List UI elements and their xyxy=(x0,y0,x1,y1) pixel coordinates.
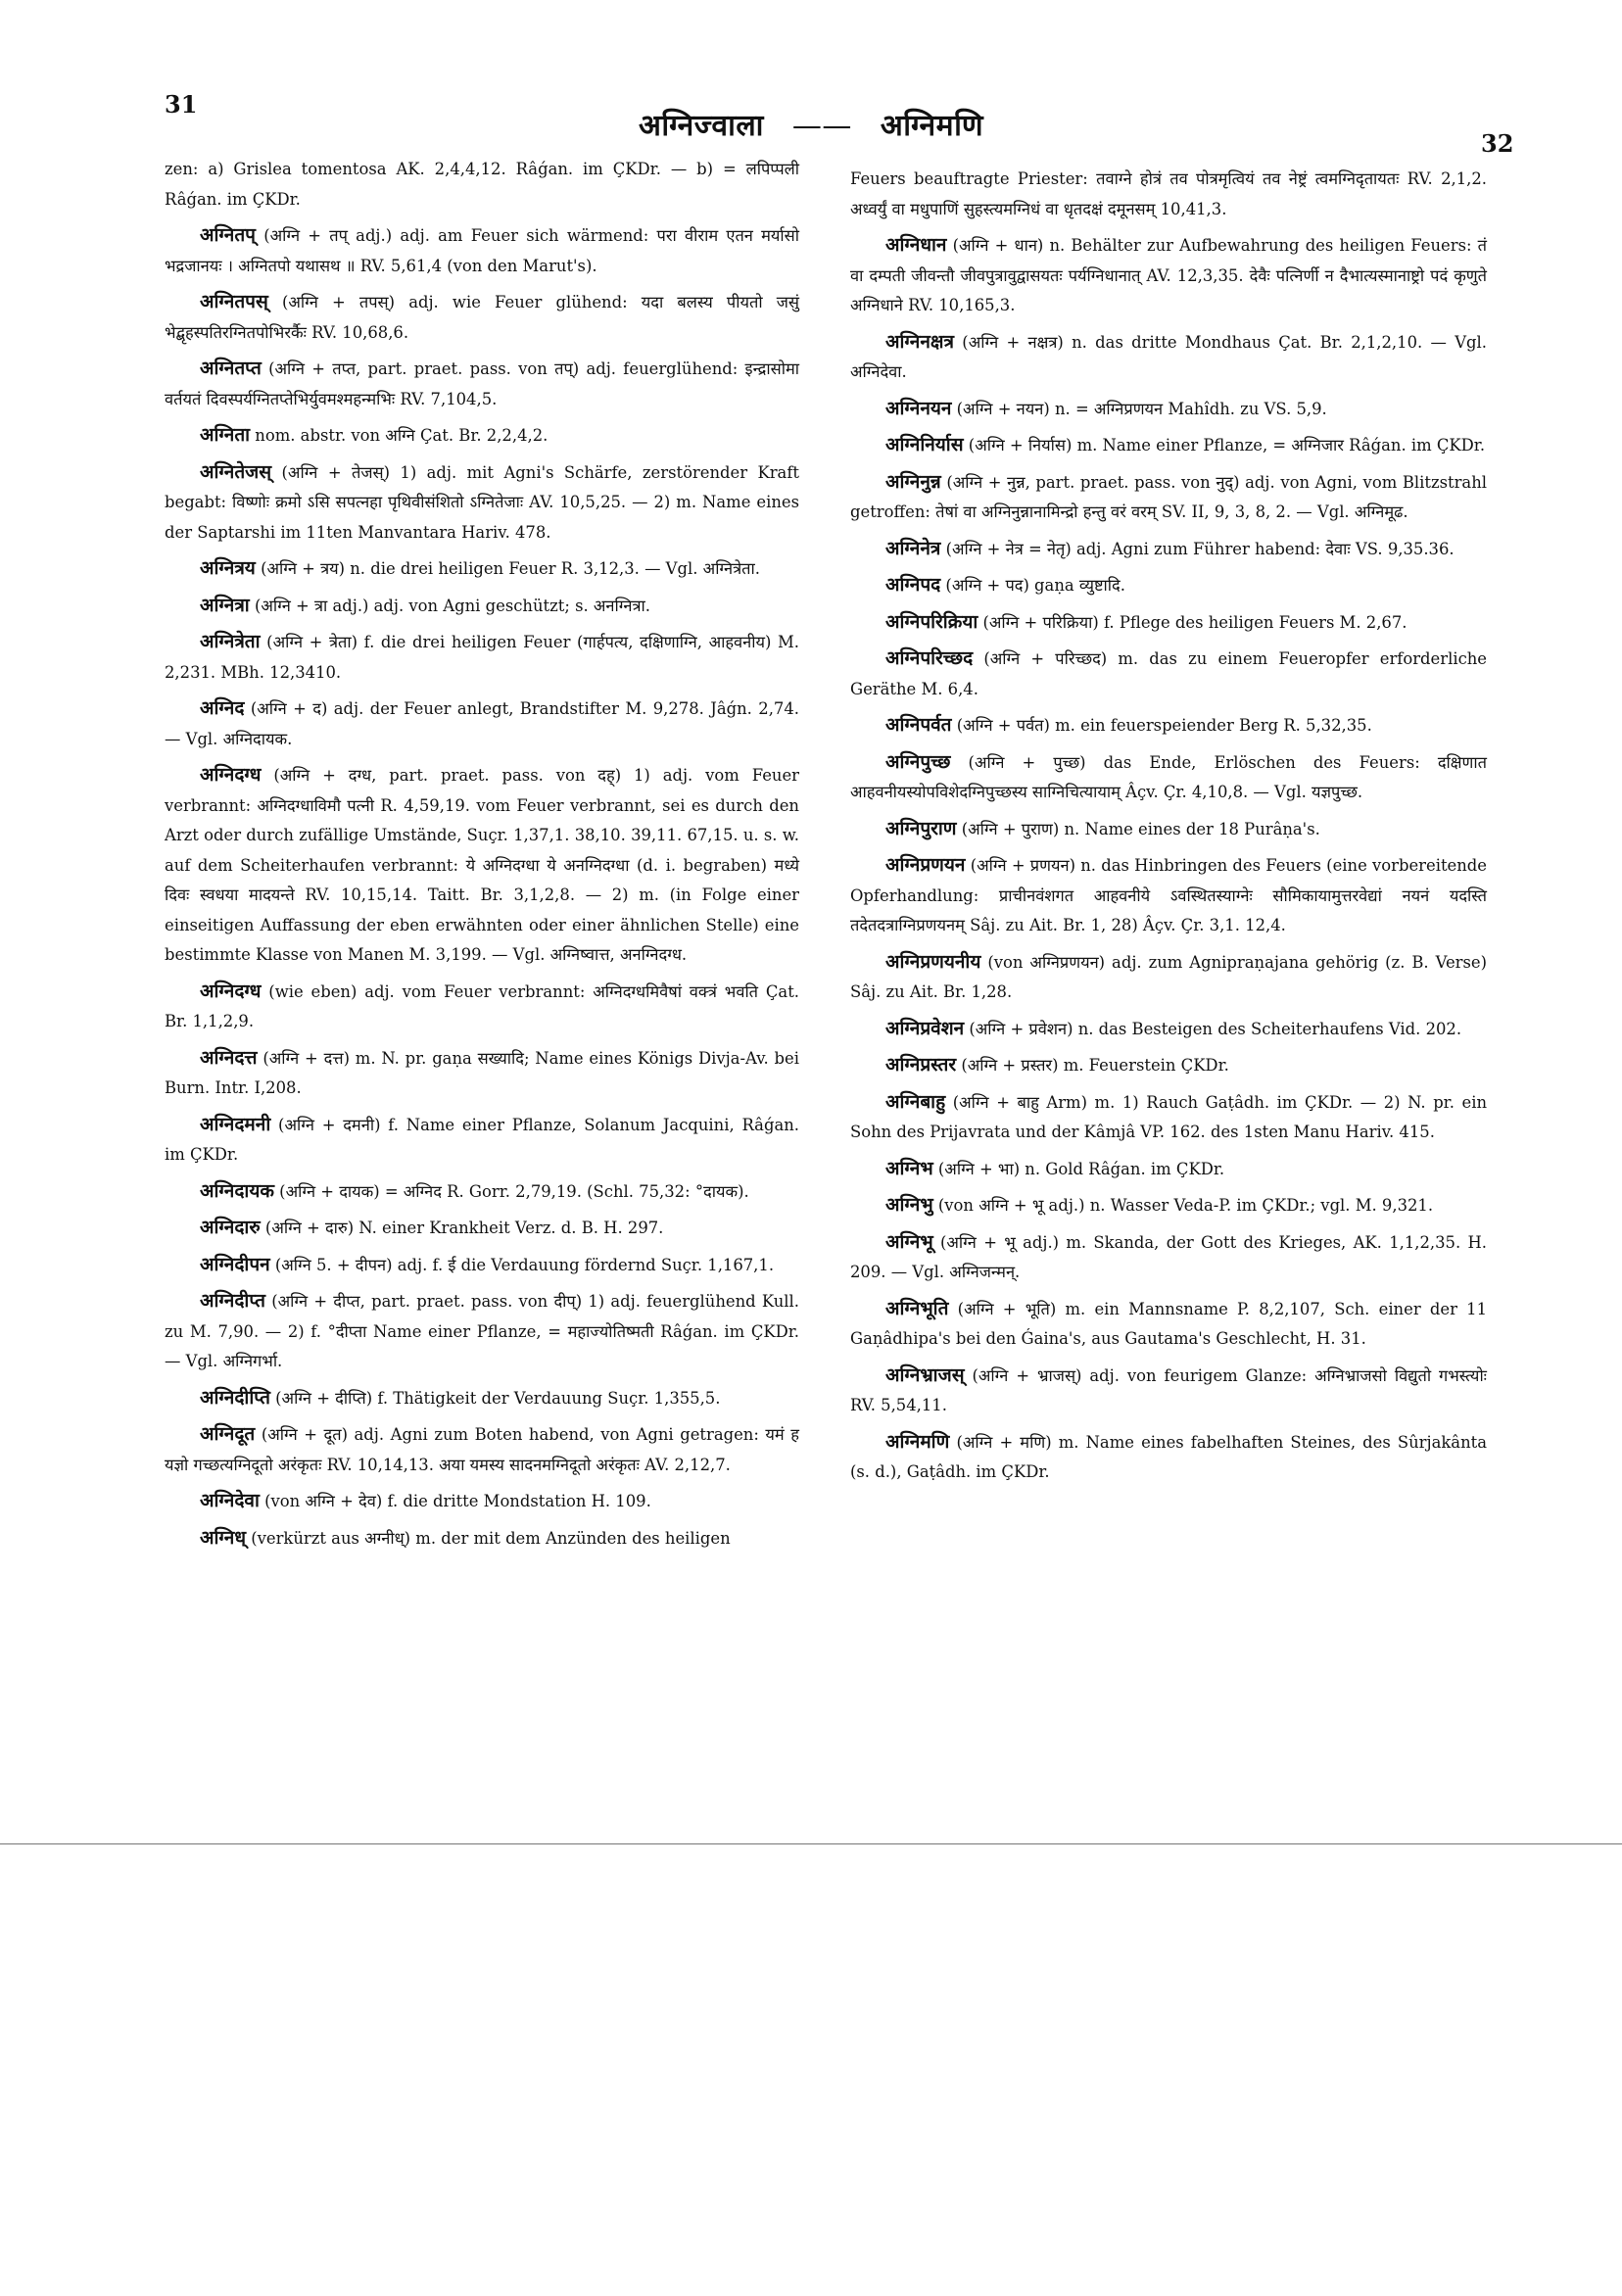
entry-text: (अग्नि + प्रवेशन) n. das Besteigen des Scheiterhaufens Vid. 202. xyxy=(969,1019,1462,1038)
dictionary-entry xyxy=(165,591,799,622)
entry-text: (अग्नि 5. + दीपन) adj. f. ई die Verdauung fördernd Suçr. 1,167,1. xyxy=(274,1255,775,1274)
entry-headword: अग्निनुन्न xyxy=(885,470,941,493)
entry-headword: अग्निदीपन xyxy=(200,1253,270,1275)
dictionary-entry xyxy=(850,1014,1487,1045)
entry-text: (अग्नि + पद) gaṇa व्युष्टादि. xyxy=(945,576,1125,595)
dictionary-entry xyxy=(165,1250,799,1281)
dictionary-entry xyxy=(850,850,1487,941)
dictionary-entry xyxy=(850,710,1487,741)
entry-text: (अग्नि + प्रणयन) n. das Hinbringen des Feuers (eine vorbereitende Opferhandlung: प्राचीनवंशगत आहवनीये ऽवस्थितस्याग्नेः सौमिकायामुत्तरवेद्यां नयनं यदस्ति तदेतदत्राग्निप्रणयनम् Sâj. zu Ait. Br. 1, 28) Âçv. Çr. 3,1. 12,4. xyxy=(850,856,1487,934)
entry-headword: अग्निता xyxy=(200,424,251,446)
entry-headword: अग्निप्रवेशन xyxy=(885,1017,965,1039)
dictionary-entry xyxy=(850,534,1487,565)
entry-headword: अग्निप्रणयन xyxy=(885,854,966,876)
entry-text: (अग्नि + धान) n. Behälter zur Aufbewahrung des heiligen Feuers: तं वा दम्पती जीवन्तौ जीवपुत्रावुद्वासयतः पर्यग्निधानात् AV. 12,3,35. देवैः पत्निर्णी न दैभात्यस्मानाष्ट्रो पदं कृणुते अग्निधाने RV. 10,165,3. xyxy=(850,236,1487,314)
entry-text: (अग्नि + भूति) m. ein Mannsname P. 8,2,107, Sch. einer der 11 Gaṇâdhipa's bei den Ǵaina's, aus Gautama's Geschlecht, H. 31. xyxy=(850,1299,1487,1348)
entry-text: (अग्नि + तेजस्) 1) adj. mit Agni's Schärfe, zerstörender Kraft begabt: विष्णोः क्रमो ऽसि सपत्नहा पृथिवीसंशितो ऽग्नितेजाः AV. 10,5,25. — 2) m. Name eines der Saptarshi im 11ten Manvantara Hariv. 478. xyxy=(165,462,799,542)
entry-headword: अग्निभूति xyxy=(885,1297,949,1319)
entry-headword: अग्नितपस् xyxy=(200,291,268,312)
entry-headword: अग्निपुच्छ xyxy=(885,750,951,773)
running-header xyxy=(0,104,1622,144)
entry-headword: अग्निदग्ध xyxy=(200,980,262,1002)
entry-text: (अग्नि + भा) n. Gold Râǵan. im ÇKDr. xyxy=(937,1159,1225,1178)
dictionary-entry xyxy=(165,1523,799,1555)
dictionary-entry xyxy=(165,553,799,585)
entry-headword: अग्नितप्त xyxy=(200,358,262,379)
entry-text: (अग्नि + तप्त, part. praet. pass. von तप्) adj. feuerglühend: इन्द्रासोमा वर्तयतं दिवस्पर्यग्नितप्तेभिर्युवमश्महन्मभिः RV. 7,104,5. xyxy=(165,359,799,408)
entry-text: (अग्नि + दमनी) f. Name einer Pflanze, Solanum Jacquini, Râǵan. im ÇKDr. xyxy=(165,1115,799,1164)
entry-headword: अग्निनिर्यास xyxy=(885,434,964,455)
dictionary-entry xyxy=(165,420,799,452)
entry-text: (अग्नि + पर्वत) m. ein feuerspeiender Berg R. 5,32,35. xyxy=(956,716,1372,735)
entry-text: (अग्नि + पुच्छ) das Ende, Erlöschen des Feuers: दक्षिणात आहवनीयस्योपविशेदग्निपुच्छस्य साग्निचित्यायाम् Âçv. Çr. 4,10,8. — Vgl. यज्ञपुच्छ. xyxy=(850,752,1487,801)
entry-text: (अग्नि + भू adj.) m. Skanda, der Gott des Krieges, AK. 1,1,2,35. H. 209. — Vgl. अग्निजन्मन्. xyxy=(850,1232,1488,1281)
dictionary-entry xyxy=(850,467,1487,528)
entry-text: (von अग्नि + देव) f. die dritte Mondstation H. 109. xyxy=(264,1492,651,1510)
dictionary-entry xyxy=(165,220,799,281)
dictionary-entry xyxy=(850,394,1487,425)
left-column xyxy=(165,155,799,1559)
dictionary-entry xyxy=(165,354,799,414)
dictionary-entry xyxy=(850,607,1487,639)
page-number-left: 31 xyxy=(165,90,198,119)
entry-text: (अग्नि + दीप्ति) f. Thätigkeit der Verdauung Suçr. 1,355,5. xyxy=(275,1388,721,1408)
page-number-right: 32 xyxy=(1481,129,1514,158)
dictionary-entry xyxy=(850,165,1487,224)
dictionary-entry xyxy=(850,644,1487,704)
entry-headword: अग्निनेत्र xyxy=(885,537,941,559)
dictionary-entry xyxy=(850,1087,1487,1148)
dictionary-entry xyxy=(165,1486,799,1517)
entry-text: (अग्नि + दीप्त, part. praet. pass. von दीप्) 1) adj. feuerglühend Kull. zu M. 7,90. — 2) f. °दीप्ता Name einer Pflanze, = महाज्योतिष्मती Râǵan. im ÇKDr. — Vgl. अग्निगर्भा. xyxy=(165,1292,799,1370)
entry-headword: अग्निनक्षत्र xyxy=(885,330,954,353)
dictionary-entry xyxy=(165,627,799,688)
dictionary-entry xyxy=(850,947,1487,1008)
entry-text: (अग्नि + त्रेता) f. die drei heiligen Feuer (गार्हपत्य, दक्षिणाग्नि, आहवनीय) M. 2,231. MBh. 12,3410. xyxy=(165,633,799,682)
entry-text: (wie eben) adj. vom Feuer verbrannt: अग्निदग्धमिवैषां वक्त्रं भवति Çat. Br. 1,1,2,9. xyxy=(165,981,799,1030)
entry-headword: अग्निप्रस्तर xyxy=(885,1054,957,1076)
entry-text: (अग्नि + मणि) m. Name eines fabelhaften Steines, des Sûrjakânta (s. d.), Gaṭâdh. im ÇKDr. xyxy=(850,1432,1487,1481)
header-last-entry: अग्निमणि xyxy=(880,109,984,143)
entry-headword: अग्निध् xyxy=(200,1526,247,1549)
entry-headword: अग्निदमनी xyxy=(200,1113,271,1135)
entry-text: nom. abstr. von अग्नि Çat. Br. 2,2,4,2. xyxy=(255,426,549,445)
dictionary-entry xyxy=(850,430,1487,461)
dictionary-entry xyxy=(165,155,799,215)
dictionary-entry xyxy=(850,1361,1487,1421)
dictionary-entry xyxy=(165,287,799,348)
header-dash: —— xyxy=(791,109,852,143)
entry-headword: अग्निपरिक्रिया xyxy=(885,610,978,633)
entry-text: (अग्नि + परिच्छद) m. das zu einem Feueropfer erforderliche Geräthe M. 6,4. xyxy=(850,649,1488,698)
entry-headword: अग्नित्रय xyxy=(200,557,256,579)
entry-text: (अग्नि + द) adj. der Feuer anlegt, Brandstifter M. 9,278. Jâǵn. 2,74. — Vgl. अग्निदायक. xyxy=(165,699,799,748)
dictionary-entry xyxy=(165,760,799,971)
dictionary-entry xyxy=(850,230,1487,321)
entry-text: (अग्नि + नक्षत्र) n. das dritte Mondhaus Çat. Br. 2,1,2,10. — Vgl. अग्निदेवा. xyxy=(850,332,1487,381)
entry-headword: अग्निपरिच्छद xyxy=(885,647,974,669)
entry-headword: अग्निनयन xyxy=(885,397,952,419)
dictionary-entry xyxy=(165,1419,799,1480)
entry-headword: अग्निदारु xyxy=(200,1217,261,1238)
dictionary-entry xyxy=(165,457,799,549)
entry-text: (अग्नि + तप् adj.) adj. am Feuer sich wärmend: परा वीराम एतन मर्यासो भद्रजानयः । अग्नितपो यथासथ ॥ RV. 5,61,4 (von den Marut's). xyxy=(165,226,799,275)
entry-headword: अग्निदेवा xyxy=(200,1490,260,1511)
entry-headword: अग्निभ्राजस् xyxy=(885,1363,965,1386)
entry-text: (अग्नि + दायक) = अग्निद R. Gorr. 2,79,19. (Schl. 75,32: °दायक). xyxy=(279,1181,749,1201)
dictionary-entry xyxy=(850,1190,1487,1221)
entry-headword: अग्निदूत xyxy=(200,1423,256,1445)
entry-headword: अग्निदत्त xyxy=(200,1046,258,1069)
dictionary-entry xyxy=(850,570,1487,601)
dictionary-entry xyxy=(850,327,1487,388)
entry-headword: अग्नित्रा xyxy=(200,594,250,616)
entry-text: (अग्नि + परिक्रिया) f. Pflege des heiligen Feuers M. 2,67. xyxy=(982,612,1407,632)
entry-headword: अग्निदीप्त xyxy=(200,1290,266,1312)
entry-headword: अग्निदग्ध xyxy=(200,764,262,786)
entry-text: (अग्नि + पुराण) n. Name eines der 18 Purâṇa's. xyxy=(961,819,1320,838)
entry-text: (अग्नि + बाहु Arm) m. 1) Rauch Gaṭâdh. im ÇKDr. — 2) N. pr. ein Sohn des Prijavrata und der Kâmjâ VP. 162. des 1sten Manu Hariv. 415. xyxy=(850,1092,1487,1141)
entry-headword: अग्निभू xyxy=(885,1230,933,1253)
entry-text: (अग्नि + दत्त) m. N. pr. gaṇa सख्यादि; Name eines Königs Divja-Av. bei Burn. Intr. I,208. xyxy=(165,1048,799,1097)
entry-text: (अग्नि + दग्ध, part. praet. pass. von दह्) 1) adj. vom Feuer verbrannt: अग्निदग्धाविमौ पत्नी R. 4,59,19. vom Feuer verbrannt, sei es durch den Arzt oder durch zufällige Umstände, Suçr. 1,37,1. 38,10. 39,11. 67,15. u. s. w. auf dem Scheiterhaufen verbrannt: ये अग्निदग्धा ये अनग्निदग्धा (d. i. begraben) मध्ये दिवः स्वधया मादयन्ते RV. 10,15,14. Taitt. Br. 3,1,2,8. — 2) m. (in Folge einer einseitigen Auffassung der eben erwähnten oder einer ähnlichen Stelle) eine bestimmte Klasse von Manen M. 3,199. — Vgl. अग्निष्वात्त, अनग्निदग्ध. xyxy=(165,766,799,964)
dictionary-entry xyxy=(165,977,799,1037)
entry-text: (अग्नि + त्रा adj.) adj. von Agni geschützt; s. अनग्नित्रा. xyxy=(254,596,650,615)
entry-text: (verkürzt aus अग्नीध्) m. der mit dem Anzünden des heiligen xyxy=(251,1528,731,1548)
dictionary-entry xyxy=(165,694,799,754)
entry-text: (अग्नि + भ्राजस्) adj. von feurigem Glanze: अग्निभ्राजसो विद्युतो गभस्त्योः RV. 5,54,11. xyxy=(850,1365,1487,1414)
entry-text: Feuers beauftragte Priester: तवाग्ने होत्रं तव पोत्रमृत्वियं तव नेष्ट्रं त्वमग्निदृतायतः RV. 2,1,2. अध्वर्युं वा मधुपाणिं सुहस्त्यमग्निधं वा धृतदक्षं दमूनसम् 10,41,3. xyxy=(850,169,1487,218)
dictionary-entry xyxy=(165,1383,799,1414)
header-first-entry: अग्निज्वाला xyxy=(638,109,764,143)
entry-text: (अग्नि + तपस्) adj. wie Feuer glühend: यदा बलस्य पीयतो जसुं भेद्बृहस्पतिरग्नितपोभिरर्कैः RV. 10,68,6. xyxy=(165,293,799,342)
dictionary-entry xyxy=(850,1154,1487,1185)
dictionary-entry xyxy=(850,747,1487,808)
bottom-rule xyxy=(0,1843,1622,1844)
entry-text: (अग्नि + दारु) N. einer Krankheit Verz. d. B. H. 297. xyxy=(264,1219,664,1237)
entry-headword: अग्निधान xyxy=(885,234,947,256)
entry-text: (अग्नि + निर्यास) m. Name einer Pflanze, = अग्निजार Râǵan. im ÇKDr. xyxy=(968,436,1486,454)
entry-headword: अग्निदायक xyxy=(200,1179,274,1202)
dictionary-entry xyxy=(165,1110,799,1171)
entry-headword: अग्नितेजस् xyxy=(200,460,272,483)
entry-text: (अग्नि + नुन्न, part. praet. pass. von नुद्) adj. von Agni, vom Blitzstrahl getroffen: तेषां वा अग्निनुन्नानामिन्द्रो हन्तु वरं वरम् SV. II, 9, 3, 8, 2. — Vgl. अग्निमूढ. xyxy=(850,472,1487,521)
entry-text: (अग्नि + प्रस्तर) m. Feuerstein ÇKDr. xyxy=(961,1056,1229,1075)
dictionary-entry xyxy=(165,1176,799,1208)
entry-headword: अग्नितप् xyxy=(200,224,256,246)
entry-headword: अग्निभ xyxy=(885,1157,933,1179)
entry-headword: अग्निप्रणयनीय xyxy=(885,950,981,973)
dictionary-entry xyxy=(165,1043,799,1104)
dictionary-entry xyxy=(850,1050,1487,1081)
entry-text: zen: a) Grislea tomentosa AK. 2,4,4,12. Râǵan. im ÇKDr. — b) = लपिप्पली Râǵan. im ÇKDr. xyxy=(165,160,799,209)
entry-headword: अग्नित्रेता xyxy=(200,631,261,652)
entry-headword: अग्निद xyxy=(200,697,245,719)
entry-text: (अग्नि + दूत) adj. Agni zum Boten habend, von Agni getragen: यमं ह यज्ञो गच्छत्यग्निदूतो अरंकृतः RV. 10,14,13. अया यमस्य सादनमग्निदूतो अरंकृतः AV. 2,12,7. xyxy=(165,1425,799,1474)
entry-headword: अग्निभु xyxy=(885,1194,933,1216)
dictionary-entry xyxy=(165,1213,799,1244)
entry-text: (अग्नि + नेत्र = नेतृ) adj. Agni zum Führer habend: देवाः VS. 9,35.36. xyxy=(945,539,1455,558)
dictionary-entry xyxy=(850,1294,1487,1355)
entry-headword: अग्निपुराण xyxy=(885,817,957,839)
entry-text: (von अग्निप्रणयन) adj. zum Agnipraṇajana gehörig (z. B. Verse) Sâj. zu Ait. Br. 1,28. xyxy=(850,952,1487,1001)
right-column xyxy=(850,165,1487,1494)
entry-headword: अग्निपर्वत xyxy=(885,714,952,736)
entry-text: (अग्नि + नयन) n. = अग्निप्रणयन Mahîdh. zu VS. 5,9. xyxy=(956,399,1327,418)
dictionary-entry xyxy=(850,1427,1487,1488)
dictionary-entry xyxy=(850,1227,1487,1288)
dictionary-entry xyxy=(850,814,1487,845)
entry-text: (अग्नि + त्रय) n. die drei heiligen Feuer R. 3,12,3. — Vgl. अग्नित्रेता. xyxy=(261,559,760,578)
entry-text: (von अग्नि + भू adj.) n. Wasser Veda-P. im ÇKDr.; vgl. M. 9,321. xyxy=(937,1196,1434,1215)
dictionary-entry xyxy=(165,1286,799,1377)
entry-headword: अग्निमणि xyxy=(885,1430,950,1453)
entry-headword: अग्निपद xyxy=(885,574,941,596)
entry-headword: अग्निदीप्ति xyxy=(200,1386,270,1409)
entry-headword: अग्निबाहु xyxy=(885,1090,946,1113)
